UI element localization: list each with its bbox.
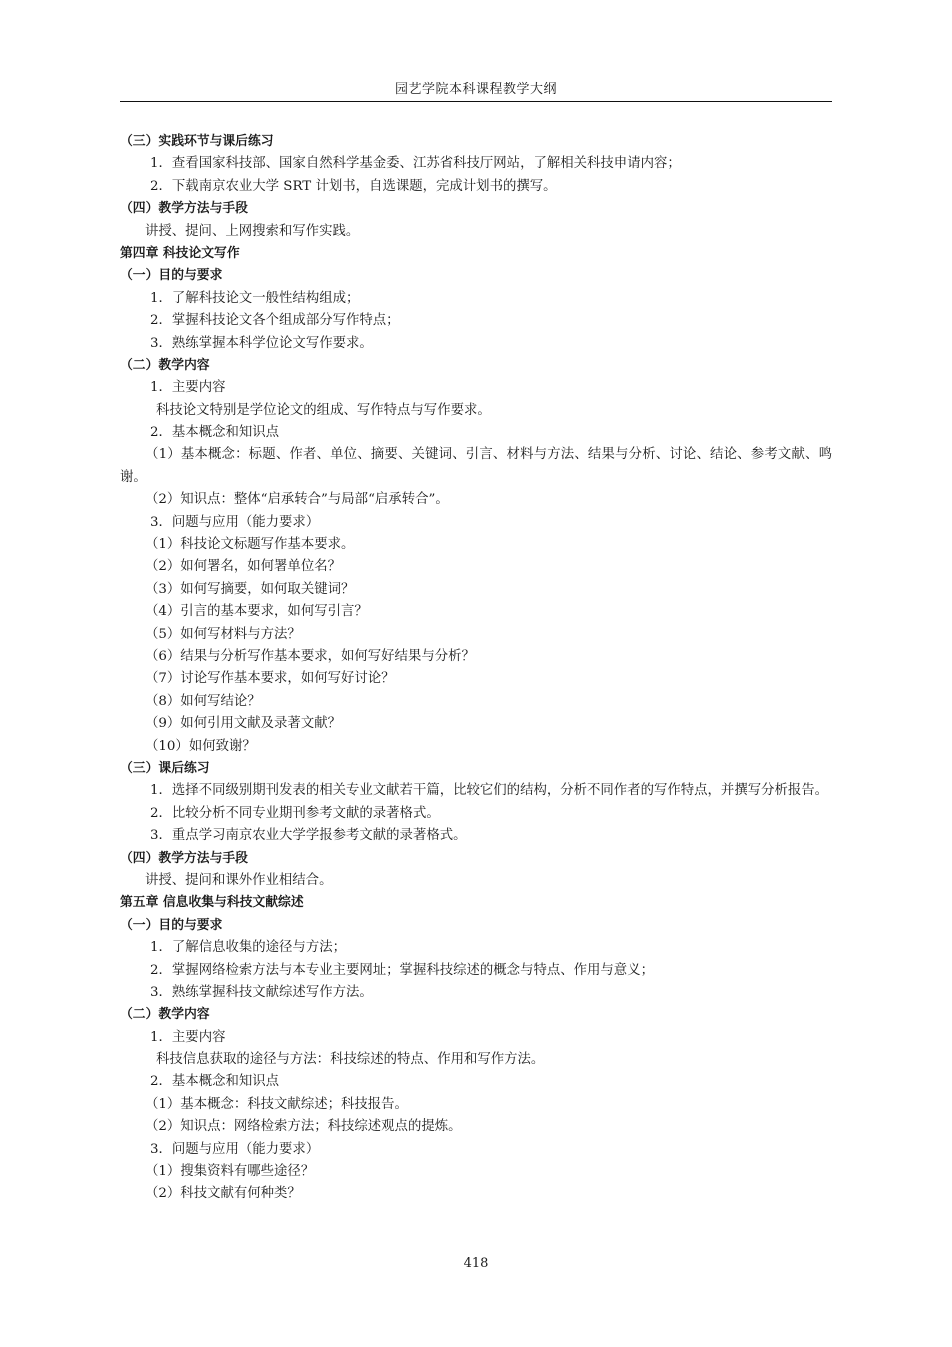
body-text: （2）科技文献有何种类？ — [145, 1186, 301, 1202]
numbered-item: 3．问题与应用（能力要求） — [150, 1141, 320, 1157]
body-text: 讲授、提问、上网搜索和写作实践。 — [145, 223, 360, 239]
body-text: （1）科技论文标题写作基本要求。 — [145, 537, 355, 553]
section-heading: （一）目的与要求 — [120, 268, 223, 284]
section-heading: （三）课后练习 — [120, 760, 210, 776]
numbered-item: 2．掌握科技论文各个组成部分写作特点； — [150, 313, 400, 329]
numbered-item: 3．熟练掌握本科学位论文写作要求。 — [150, 335, 373, 351]
numbered-item: 1．了解信息收集的途径与方法； — [150, 940, 346, 956]
page-number: 418 — [463, 1256, 489, 1271]
body-text: （10）如何致谢？ — [145, 738, 256, 754]
numbered-item: 1．主要内容 — [150, 1029, 226, 1045]
numbered-item: 1．主要内容 — [150, 380, 226, 396]
numbered-item: 3．熟练掌握科技文献综述写作方法。 — [150, 984, 373, 1000]
body-text: （2）知识点：整体“启承转合”与局部“启承转合”。 — [145, 492, 449, 508]
body-text: 科技信息获取的途径与方法：科技综述的特点、作用和写作方法。 — [156, 1052, 545, 1068]
numbered-item: 2．下载南京农业大学 SRT 计划书，自选课题，完成计划书的撰写。 — [150, 178, 557, 194]
body-text: （6）结果与分析写作基本要求，如何写好结果与分析？ — [145, 649, 475, 665]
numbered-item: 1．选择不同级别期刊发表的相关专业文献若干篇，比较它们的结构，分析不同作者的写作特点，并撰写分析报告。 — [150, 783, 829, 799]
numbered-item: 3．问题与应用（能力要求） — [150, 514, 320, 530]
section-heading: （二）教学内容 — [120, 357, 210, 373]
section-heading: （四）教学方法与手段 — [120, 201, 248, 217]
section-heading: （三）实践环节与课后练习 — [120, 134, 274, 149]
body-text: （4）引言的基本要求，如何写引言？ — [145, 604, 368, 620]
section-heading: （二）教学内容 — [120, 1007, 210, 1023]
body-text: （1）基本概念：科技文献综述；科技报告。 — [145, 1096, 408, 1112]
chapter-heading: 第四章 科技论文写作 — [120, 245, 240, 261]
numbered-item: 1．了解科技论文一般性结构组成； — [150, 290, 360, 306]
page-header-title: 园艺学院本科课程教学大纲 — [394, 82, 557, 97]
body-text: （2）知识点：网络检索方法；科技综述观点的提炼。 — [145, 1119, 462, 1135]
section-heading: （四）教学方法与手段 — [120, 850, 248, 866]
numbered-item: 2．掌握网络检索方法与本专业主要网址；掌握科技综述的概念与特点、作用与意义； — [150, 962, 654, 978]
numbered-item: 2．比较分析不同专业期刊参考文献的录著格式。 — [150, 805, 440, 821]
document-body — [120, 131, 832, 1206]
body-text: （2）如何署名，如何署单位名？ — [145, 559, 341, 575]
header-rule — [120, 101, 832, 102]
numbered-item: 3．重点学习南京农业大学学报参考文献的录著格式。 — [150, 828, 467, 844]
numbered-item: 1．查看国家科技部、国家自然科学基金委、江苏省科技厅网站，了解相关科技申请内容； — [150, 156, 681, 172]
body-text: （3）如何写摘要，如何取关键词？ — [145, 581, 355, 597]
body-text: （8）如何写结论？ — [145, 693, 261, 709]
body-text: 讲授、提问和课外作业相结合。 — [145, 872, 333, 888]
section-heading: （一）目的与要求 — [120, 917, 223, 933]
body-text: （1）基本概念：标题、作者、单位、摘要、关键词、引言、材料与方法、结果与分析、讨论、结论、参考文献、鸣谢。 — [120, 447, 832, 485]
body-text: （1）搜集资料有哪些途径？ — [145, 1164, 315, 1180]
body-text: 科技论文特别是学位论文的组成、写作特点与写作要求。 — [156, 402, 491, 418]
body-text: （7）讨论写作基本要求，如何写好讨论？ — [145, 671, 395, 687]
body-text: （9）如何引用文献及录著文献？ — [145, 716, 341, 732]
chapter-heading: 第五章 信息收集与科技文献综述 — [120, 895, 304, 911]
body-text: （5）如何写材料与方法？ — [145, 626, 301, 642]
numbered-item: 2．基本概念和知识点 — [150, 1074, 280, 1090]
numbered-item: 2．基本概念和知识点 — [150, 425, 280, 441]
